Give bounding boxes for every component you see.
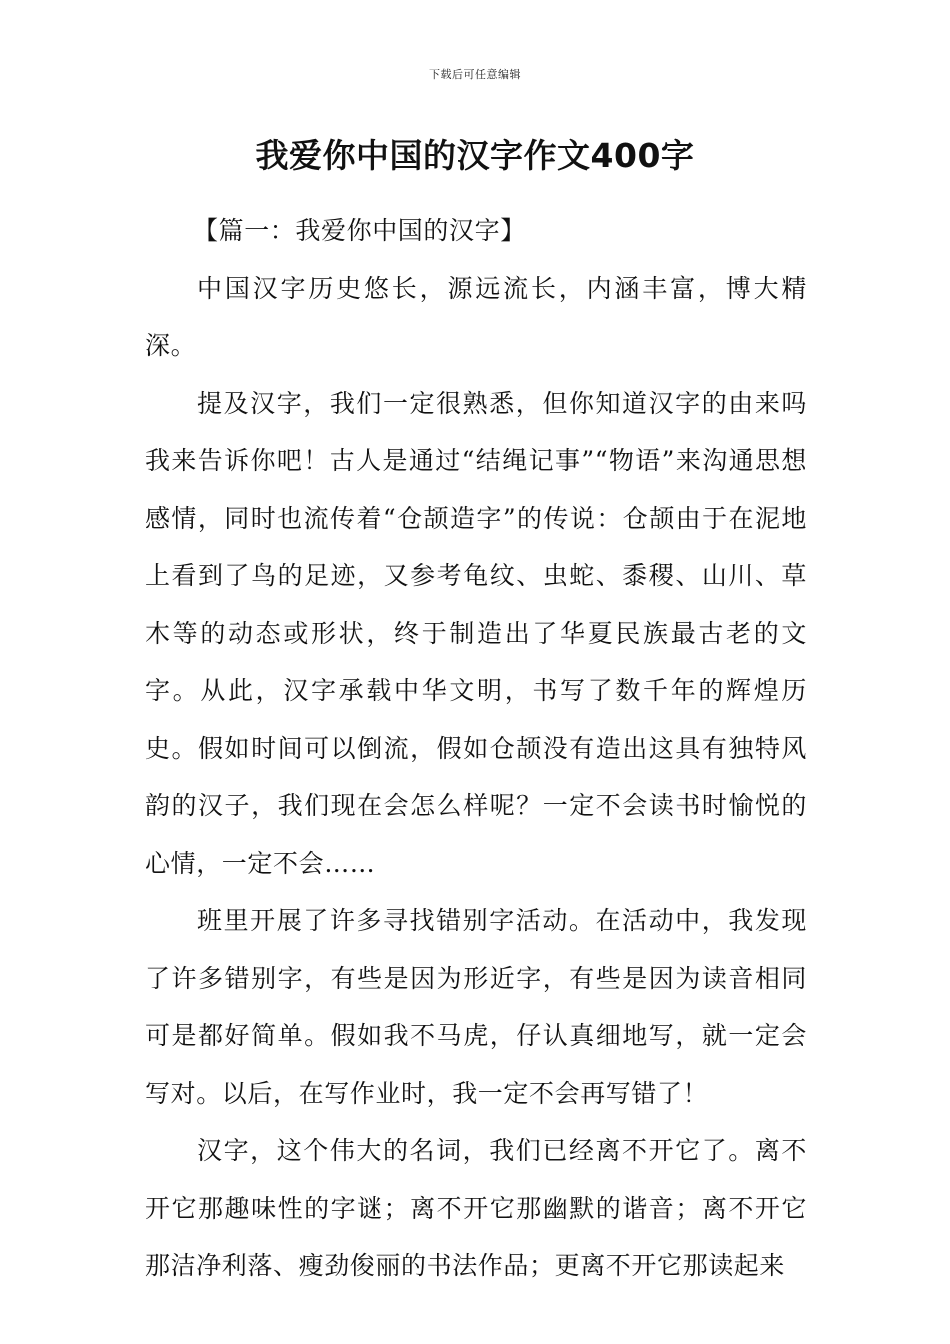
paragraph-3: 班里开展了许多寻找错别字活动。在活动中，我发现了许多错别字，有些是因为形近字，有些是因为读音相同可是都好简单。假如我不马虎，仔认真细地写，就一定会写对。以后，在写作业时，我一定不会再写错了！ (145, 906, 807, 1108)
header-note: 下载后可任意编辑 (429, 68, 521, 81)
document-title: 我爱你中国的汉字作文400字 (255, 136, 695, 175)
document-body (145, 202, 807, 1295)
paragraph-4: 汉字，这个伟大的名词，我们已经离不开它了。离不开它那趣味性的字谜；离不开它那幽默的谐音；离不开它那洁净利落、瘦劲俊丽的书法作品；更离不开它那读起来 (145, 1136, 807, 1280)
paragraph-2: 提及汉字，我们一定很熟悉，但你知道汉字的由来吗我来告诉你吧！古人是通过“结绳记事”“物语”来沟通思想感情，同时也流传着“仓颉造字”的传说：仓颉由于在泥地上看到了鸟的足迹，又参考龟纹、虫蛇、黍稷、山川、草木等的动态或形状，终于制造出了华夏民族最古老的文字。从此，汉字承载中华文明，书写了数千年的辉煌历史。假如时间可以倒流，假如仓颉没有造出这具有独特风韵的汉子，我们现在会怎么样呢？一定不会读书时愉悦的心情，一定不会…… (145, 388, 807, 878)
section-heading: 【篇一：我爱你中国的汉字】 (193, 216, 526, 245)
paragraph-1: 中国汉字历史悠长，源远流长，内涵丰富，博大精深。 (145, 273, 807, 360)
